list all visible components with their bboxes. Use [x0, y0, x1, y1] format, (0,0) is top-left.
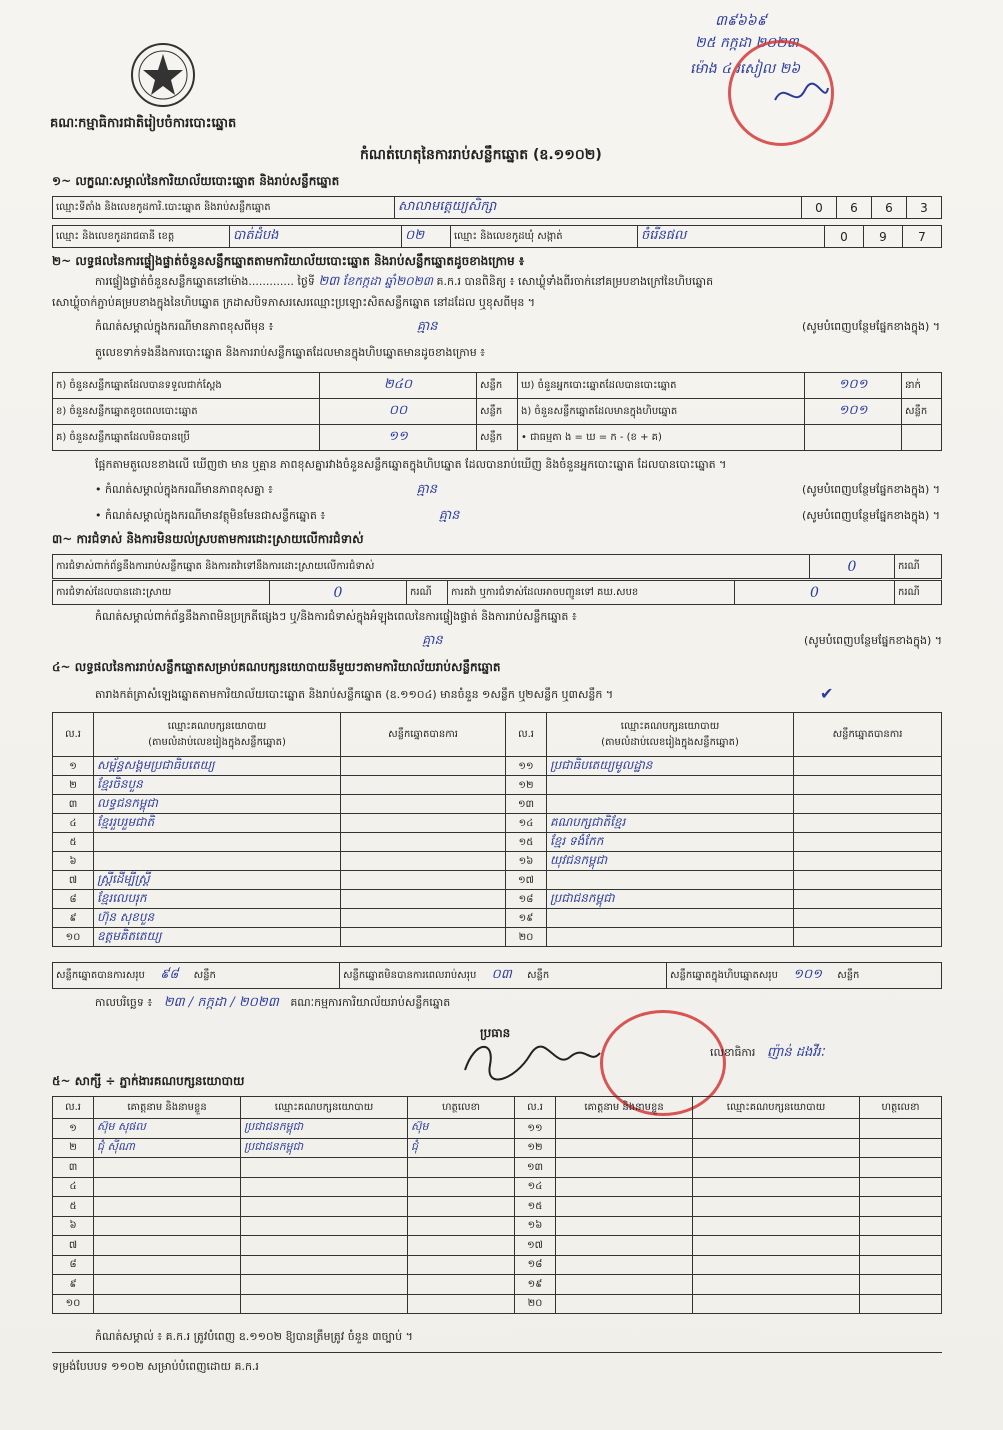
row1-code-2: 6	[872, 197, 907, 219]
witness-name-left	[94, 1197, 241, 1217]
party-votes-right	[794, 871, 942, 890]
table-row	[53, 1119, 942, 1139]
party-votes-right	[794, 795, 942, 814]
witness-party-right	[693, 1255, 860, 1275]
para1-day: ២៣	[318, 274, 340, 289]
stat-left-value: ២៤០	[320, 373, 477, 399]
table-row	[53, 833, 942, 852]
witness-no-left: ៥	[53, 1197, 94, 1217]
party-votes-left	[341, 814, 506, 833]
bullet1-suffix: (សូមបំពេញបន្ថែមផ្នែកខាងក្នុង) ។	[801, 483, 940, 496]
party-name-left: ឧត្តមគិតតេយ្យ	[94, 928, 341, 947]
witness-party-left	[241, 1216, 408, 1236]
section3-note: កំណត់សម្គាល់ពាក់ព័ន្ធនឹងភាពមិនប្រក្រតីផ្សេងៗ ឬ/និងការជំទាស់ក្នុងអំឡុងពេលនៃការផ្ទៀងផ្ទាត់ និងការរាប់សន្លឹកឆ្នោត ៖	[95, 610, 577, 623]
party-votes-right	[794, 928, 942, 947]
party-no-right: ១៦	[506, 852, 547, 871]
witness-party-left	[241, 1294, 408, 1314]
para2-text: សោឃ្លុំចាក់ភ្ជាប់គម្របខាងក្នុងនៃហិបឆ្នោត ក្រដាសបិទភាសរសេរឈ្មោះប្រឡោះសិតសន្លឹកឆ្នោត នៅដដែល ឬខុសពីមុន ។	[52, 296, 536, 309]
col-party-right	[547, 713, 794, 757]
note-value: គ្មាន	[416, 319, 438, 334]
footer-text: ទម្រង់បែបបទ ១១០២ សម្រាប់បំពេញដោយ គ.ក.រ	[52, 1360, 259, 1373]
witness-sign-left	[408, 1197, 515, 1217]
chair-label: ប្រធាន	[480, 1026, 511, 1040]
witness-party-left	[241, 1177, 408, 1197]
w-col-sign-left: ហត្ថលេខា	[408, 1097, 515, 1119]
row1-code-0: 0	[802, 197, 837, 219]
table-row	[53, 928, 942, 947]
witness-no-right: ១៦	[515, 1216, 556, 1236]
party-no-right: ១៣	[506, 795, 547, 814]
stats-row	[53, 373, 942, 399]
row2-province-code: ០២	[402, 226, 451, 248]
stat-left-unit: សន្លឹក	[477, 373, 518, 399]
party-no-left: ៧	[53, 871, 94, 890]
party-no-right: ១១	[506, 757, 547, 776]
stat-left-label: គ) ចំនួនសន្លឹកឆ្នោតដែលមិនបានប្រើ	[53, 425, 320, 451]
row1-code-3: 3	[907, 197, 942, 219]
section2-heading: ២~ លទ្ធផលនៃការផ្ទៀងផ្ទាត់ចំនួនសន្លឹកឆ្នោតតាមការិយាល័យបោះឆ្នោត និងរាប់សន្លឹកឆ្នោតដូចខាងក្រោម ៖	[52, 254, 525, 268]
witness-no-right: ១៩	[515, 1275, 556, 1295]
para1-prefix: ការផ្ទៀងផ្ទាត់ចំនួនសន្លឹកឆ្នោតនៅម៉ោង............. ថ្ងៃទី	[95, 275, 315, 288]
witness-name-left	[94, 1158, 241, 1178]
witness-sign-right	[860, 1158, 942, 1178]
section4-intro: តារាងកត់ត្រាសំឡេងឆ្នោតតាមការិយាល័យបោះឆ្នោត និងរាប់សន្លឹកឆ្នោត (ឧ.១១០៤) មានចំនួន ១សន្លឹក ឬ២សន្លឹក ឬ៣សន្លឹក ។	[95, 688, 614, 701]
party-name-right	[547, 871, 794, 890]
witness-party-right	[693, 1275, 860, 1295]
witness-name-left	[94, 1294, 241, 1314]
party-votes-left	[341, 871, 506, 890]
signature-icon	[770, 80, 830, 110]
witness-name-left	[94, 1177, 241, 1197]
witness-no-right: ២០	[515, 1294, 556, 1314]
chair-signature-icon	[455, 1035, 605, 1085]
witness-no-left: ៨	[53, 1255, 94, 1275]
w-col-sign-right: ហត្ថលេខា	[860, 1097, 942, 1119]
total-invalid-value: ០៣	[491, 967, 512, 982]
col-party-left	[94, 713, 341, 757]
stat-right-label: ឃ) ចំនួនអ្នកបោះឆ្នោតដែលបានបោះឆ្នោត	[518, 373, 805, 399]
row2-commune-code-0: 0	[825, 226, 864, 248]
party-name-left	[94, 852, 341, 871]
w-col-no-right: ល.រ	[515, 1097, 556, 1119]
witness-no-left: ៤	[53, 1177, 94, 1197]
witness-sign-right	[860, 1197, 942, 1217]
witness-sign-right	[860, 1177, 942, 1197]
table-row	[53, 1216, 942, 1236]
table-row	[53, 757, 942, 776]
section2-para2	[52, 296, 535, 310]
results-table	[52, 712, 942, 947]
witness-sign-left	[408, 1275, 515, 1295]
stats-table	[52, 372, 942, 451]
witness-sign-left	[408, 1236, 515, 1256]
stat-left-value: ០០	[320, 399, 477, 425]
witness-no-right: ១១	[515, 1119, 556, 1139]
witness-no-left: ១០	[53, 1294, 94, 1314]
party-no-left: ៦	[53, 852, 94, 871]
party-votes-left	[341, 909, 506, 928]
col-votes-left: សន្លឹកឆ្នោតបានការ	[341, 713, 506, 757]
witness-sign-right	[860, 1236, 942, 1256]
party-name-right: ប្រជាធិបតេយ្យមូលដ្ឋាន	[547, 757, 794, 776]
party-name-left	[94, 833, 341, 852]
row2-commune: ចំរើនផល	[638, 226, 825, 248]
check-text	[95, 458, 726, 472]
stat-right-label: ង) ចំនួនសន្លឹកឆ្នោតដែលមានក្នុងហិបឆ្នោត	[518, 399, 805, 425]
col-party-right-sub: (តាមលំដាប់លេខរៀងក្នុងសន្លឹកឆ្នោត)	[601, 736, 739, 748]
party-name-right: ខ្មែរ ទងំកែក	[547, 833, 794, 852]
party-name-right	[547, 795, 794, 814]
date-label: កាលបរិច្ឆេទ ៖	[95, 996, 153, 1009]
witness-party-right	[693, 1294, 860, 1314]
sheet-count-check-icon: ✔	[820, 684, 834, 703]
party-name-right	[547, 909, 794, 928]
stat-right-unit: សន្លឹក	[902, 399, 942, 425]
document-title: កំណត់ហេតុនៃការរាប់សន្លឹកឆ្នោត (ឧ.១១០២)	[360, 147, 602, 163]
objection-row1-unit: ករណី	[895, 555, 942, 579]
table-row	[53, 871, 942, 890]
witness-name-right	[556, 1216, 693, 1236]
row2-commune-label: ឈ្មោះ និងលេខកូដឃុំ សង្កាត់	[451, 226, 638, 248]
row1-code-1: 6	[837, 197, 872, 219]
total-box-value: ១០១	[793, 967, 822, 982]
party-name-left: ស្ត្រីដើម្បីស្ត្រី	[94, 871, 341, 890]
col-party-left-title: ឈ្មោះគណបក្សនយោបាយ	[167, 720, 267, 732]
bullet2-label: • កំណត់សម្គាល់ក្នុងករណីមានវត្ថុមិនមែនជាសន្លឹកឆ្នោត ៖	[95, 509, 326, 522]
witness-name-right	[556, 1119, 693, 1139]
witness-party-left	[241, 1236, 408, 1256]
party-name-left: ខ្មែររួបរួមជាតិ	[94, 814, 341, 833]
party-no-left: ៤	[53, 814, 94, 833]
bullet2-suffix: (សូមបំពេញបន្ថែមផ្នែកខាងក្នុង) ។	[801, 509, 940, 522]
stat-right-value	[805, 425, 902, 451]
witness-sign-right	[860, 1138, 942, 1158]
para1-suffix: គ.ក.រ បានពិនិត្យ ៖ សោឃ្លុំទាំងពីរចាក់នៅគម្របខាងក្រៅនៃហិបឆ្នោត	[436, 275, 714, 288]
objection-row2a-value: 0	[270, 581, 407, 605]
party-votes-right	[794, 757, 942, 776]
section5-heading: ៥~ សាក្សី ÷ ភ្នាក់ងារគណបក្សនយោបាយ	[52, 1074, 245, 1088]
date-value: ២៣ / កក្កដា / ២០២៣	[163, 995, 279, 1010]
total-box-label: សន្លឹកឆ្នោតក្នុងហិបឆ្នោតសរុប	[670, 970, 778, 981]
table-row	[53, 1138, 942, 1158]
table-row	[53, 1236, 942, 1256]
stat-right-value: ១០១	[805, 399, 902, 425]
witness-sign-right	[860, 1255, 942, 1275]
table-row	[53, 852, 942, 871]
bullet1	[95, 483, 940, 497]
witness-party-left	[241, 1255, 408, 1275]
col-no-right: ល.រ	[506, 713, 547, 757]
corner-note-line3: ម៉ោង ៤ រសៀល ២៦	[690, 61, 801, 77]
party-votes-left	[341, 776, 506, 795]
witness-sign-left	[408, 1294, 515, 1314]
col-votes-right: សន្លឹកឆ្នោតបានការ	[794, 713, 942, 757]
witness-party-left	[241, 1275, 408, 1295]
party-name-right	[547, 928, 794, 947]
party-no-left: ៣	[53, 795, 94, 814]
party-votes-right	[794, 909, 942, 928]
table-row	[53, 1294, 942, 1314]
col-no-left: ល.រ	[53, 713, 94, 757]
objection-row2b-label: ការតវ៉ា ឬការជំទាស់ដែលអាចបញ្ជូនទៅ គឃ.សបខ	[448, 581, 735, 605]
stat-right-unit: នាក់	[902, 373, 942, 399]
stat-right-unit	[902, 425, 942, 451]
section3-table-row2	[52, 580, 942, 605]
party-name-left: សម្ព័ន្ធសង្គមប្រជាធិបតេយ្យ	[94, 757, 341, 776]
witness-party-right	[693, 1197, 860, 1217]
party-no-left: ៥	[53, 833, 94, 852]
witness-no-left: ៧	[53, 1236, 94, 1256]
bullet1-value: គ្មាន	[416, 482, 437, 497]
party-no-right: ១៨	[506, 890, 547, 909]
secretary-line	[710, 1046, 825, 1060]
witness-no-left: ៣	[53, 1158, 94, 1178]
col-party-left-sub: (តាមលំដាប់លេខរៀងក្នុងសន្លឹកឆ្នោត)	[148, 736, 286, 748]
witness-party-left: ប្រជាជនកម្ពុជា	[241, 1119, 408, 1139]
witness-no-right: ១៣	[515, 1158, 556, 1178]
bullet2-value: គ្មាន	[438, 508, 460, 523]
total-valid-unit: សន្លឹក	[193, 970, 216, 981]
table-row	[53, 1197, 942, 1217]
witness-party-left: ប្រជាជនកម្ពុជា	[241, 1138, 408, 1158]
corner-note-line1: ៣៩៦៦៩	[715, 13, 767, 29]
witness-name-left	[94, 1236, 241, 1256]
section3-note-line	[52, 634, 942, 648]
total-invalid-unit: សន្លឹក	[527, 970, 550, 981]
witness-name-right	[556, 1294, 693, 1314]
section2-intro: តួលេខទាក់ទងនឹងការបោះឆ្នោត និងការរាប់សន្លឹកឆ្នោតដែលមានក្នុងហិបឆ្នោតមានដូចខាងក្រោម ៖	[95, 346, 486, 359]
objection-row2b-value: 0	[735, 581, 895, 605]
witness-no-right: ១៥	[515, 1197, 556, 1217]
note-label: កំណត់សម្គាល់ក្នុងករណីមានភាពខុសពីមុន ៖	[95, 320, 274, 333]
stat-left-label: ខ) ចំនួនសន្លឹកឆ្នោតខូចពេលបោះឆ្នោត	[53, 399, 320, 425]
witness-name-left: ជុំ ស៊ីណា	[94, 1138, 241, 1158]
party-no-left: ១	[53, 757, 94, 776]
witness-name-right	[556, 1275, 693, 1295]
section3-note-value: គ្មាន	[422, 633, 443, 648]
witness-party-left	[241, 1158, 408, 1178]
table-row	[53, 776, 942, 795]
witness-name-left	[94, 1255, 241, 1275]
party-votes-right	[794, 890, 942, 909]
w-col-name-left: គោត្តនាម និងនាមខ្លួន	[94, 1097, 241, 1119]
party-name-left: ខ្មែរចិនបួន	[94, 776, 341, 795]
party-name-left: ខ្មែរលេបរុក	[94, 890, 341, 909]
totals-table	[52, 962, 942, 989]
witness-name-right	[556, 1138, 693, 1158]
party-no-right: ១៧	[506, 871, 547, 890]
stat-left-label: ក) ចំនួនសន្លឹកឆ្នោតដែលបានទទួលជាក់ស្តែង	[53, 373, 320, 399]
witness-no-left: ២	[53, 1138, 94, 1158]
date-line	[95, 996, 450, 1010]
section3-note-suffix: (សូមបំពេញបន្ថែមផ្នែកខាងក្នុង) ។	[803, 634, 942, 647]
witness-name-right	[556, 1236, 693, 1256]
party-votes-right	[794, 776, 942, 795]
witness-no-right: ១៨	[515, 1255, 556, 1275]
row2-province: បាត់ដំបង	[230, 226, 402, 248]
witness-sign-left: ជុំ	[408, 1138, 515, 1158]
party-votes-right	[794, 833, 942, 852]
party-no-left: ៩	[53, 909, 94, 928]
row2-label: ឈ្មោះ និងលេខកូដរាជធានី ខេត្ត	[53, 226, 230, 248]
witness-name-right	[556, 1255, 693, 1275]
party-name-right: យុវជនកម្ពុជា	[547, 852, 794, 871]
stats-row	[53, 399, 942, 425]
section3-table	[52, 554, 942, 579]
corner-note-line2: ២៥ កក្កដា ២០២៣	[695, 35, 799, 51]
witness-sign-left	[408, 1216, 515, 1236]
witness-party-right	[693, 1216, 860, 1236]
party-no-right: ២០	[506, 928, 547, 947]
total-invalid-label: សន្លឹកឆ្នោតមិនបានការពេលរាប់សរុប	[343, 970, 477, 981]
footer-divider	[52, 1352, 942, 1353]
total-valid-label: សន្លឹកឆ្នោតបានការសរុប	[56, 970, 145, 981]
party-no-left: ១០	[53, 928, 94, 947]
stats-row	[53, 425, 942, 451]
table-row	[53, 1275, 942, 1295]
witness-party-right	[693, 1236, 860, 1256]
section3-heading: ៣~ ការជំទាស់ និងការមិនយល់ស្របតាមការដោះស្រាយលើការជំទាស់	[52, 532, 364, 546]
objection-row2a-label: ការជំទាស់ដែលបានដោះស្រាយ	[53, 581, 270, 605]
witness-party-right	[693, 1119, 860, 1139]
note-suffix: (សូមបំពេញបន្ថែមផ្នែកខាងក្នុង) ។	[801, 320, 940, 333]
witness-name-left	[94, 1275, 241, 1295]
row1-value: សាលាមត្តេយ្យសិក្សា	[395, 197, 802, 219]
stat-right-value: ១០១	[805, 373, 902, 399]
secretary-label: លេខាធិការ	[710, 1046, 756, 1059]
party-name-right: ប្រជាជនកម្ពុជា	[547, 890, 794, 909]
org-name: គណៈកម្មាធិការជាតិរៀបចំការបោះឆ្នោត	[50, 116, 237, 131]
party-name-left: លទ្ធជនកម្ពុជា	[94, 795, 341, 814]
total-box	[667, 963, 942, 989]
secretary-name: ញ៉ាន់ ដងវីរៈ	[766, 1045, 825, 1060]
witness-sign-left	[408, 1255, 515, 1275]
table-row	[53, 1255, 942, 1275]
table-row	[53, 814, 942, 833]
w-col-party-right: ឈ្មោះគណបក្សនយោបាយ	[693, 1097, 860, 1119]
party-no-right: ១៩	[506, 909, 547, 928]
witness-name-right	[556, 1177, 693, 1197]
total-box-unit: សន្លឹក	[837, 970, 860, 981]
section1-table-row2	[52, 225, 942, 248]
witness-name-left	[94, 1216, 241, 1236]
witness-table	[52, 1096, 942, 1314]
witness-sign-left	[408, 1177, 515, 1197]
table-row	[53, 890, 942, 909]
witness-sign-right	[860, 1216, 942, 1236]
date-suffix: គណៈកម្មការការិយាល័យរាប់សន្លឹកឆ្នោត	[290, 996, 451, 1009]
total-valid-value: ៩៨	[160, 967, 179, 982]
objection-row1-value: 0	[810, 555, 895, 579]
witness-party-right	[693, 1158, 860, 1178]
party-name-right: គណបក្សជាតិខ្មែរ	[547, 814, 794, 833]
w-col-name-right: គោត្តនាម និងនាមខ្លួន	[556, 1097, 693, 1119]
party-votes-left	[341, 795, 506, 814]
party-votes-right	[794, 852, 942, 871]
stat-left-value: ១១	[320, 425, 477, 451]
witness-party-right	[693, 1177, 860, 1197]
witness-party-right	[693, 1138, 860, 1158]
witness-sign-right	[860, 1294, 942, 1314]
row2-commune-code-1: 9	[864, 226, 903, 248]
table-row	[53, 1177, 942, 1197]
section2-para1	[95, 274, 713, 289]
stat-left-unit: សន្លឹក	[477, 425, 518, 451]
witness-party-left	[241, 1197, 408, 1217]
witness-sign-right	[860, 1275, 942, 1295]
col-party-right-title: ឈ្មោះគណបក្សនយោបាយ	[620, 720, 720, 732]
table-row	[53, 795, 942, 814]
w-col-no-left: ល.រ	[53, 1097, 94, 1119]
witness-name-left: ស៊ុម សុផល	[94, 1119, 241, 1139]
table-row	[53, 1158, 942, 1178]
witness-no-right: ១៧	[515, 1236, 556, 1256]
party-no-left: ៨	[53, 890, 94, 909]
row2-commune-code-2: 7	[903, 226, 942, 248]
party-votes-left	[341, 852, 506, 871]
objection-row1-label: ការជំទាស់ពាក់ព័ន្ធនឹងការរាប់សន្លឹកឆ្នោត និងការតវ៉ាទៅនឹងការដោះស្រាយលើការជំទាស់	[53, 555, 810, 579]
stat-left-unit: សន្លឹក	[477, 399, 518, 425]
section5-footnote: កំណត់សម្គាល់ ៖ គ.ក.រ ត្រូវបំពេញ ឧ.១១០២ ឱ្យបានត្រឹមត្រូវ ចំនួន ៣ច្បាប់ ។	[95, 1330, 413, 1343]
witness-no-left: ៦	[53, 1216, 94, 1236]
section4-heading: ៤~ លទ្ធផលនៃការរាប់សន្លឹកឆ្នោតសម្រាប់គណបក្សនយោបាយនីមួយៗតាមការិយាល័យរាប់សន្លឹកឆ្នោត	[52, 660, 501, 674]
witness-name-right	[556, 1197, 693, 1217]
witness-no-right: ១២	[515, 1138, 556, 1158]
check-text-line: ផ្អែកតាមតួលេខខាងលើ ឃើញថា មាន ឬគ្មាន ភាពខុសគ្នារវាងចំនួនសន្លឹកឆ្នោតក្នុងហិបឆ្នោត ដែលបានរាប់ឃើញ និងចំនួនអ្នកបោះឆ្នោត ដែលបានបោះឆ្នោត ។	[95, 458, 727, 471]
bullet2	[95, 509, 940, 523]
party-votes-left	[341, 833, 506, 852]
party-votes-right	[794, 814, 942, 833]
section1-table	[52, 196, 942, 219]
witness-no-right: ១៤	[515, 1177, 556, 1197]
row1-label: ឈ្មោះទីតាំង និងលេខកូដការិ.បោះឆ្នោត និងរាប់សន្លឹកឆ្នោត	[53, 197, 395, 219]
party-votes-left	[341, 928, 506, 947]
witness-name-right	[556, 1158, 693, 1178]
section1-heading: ១~ លក្ខណៈសម្គាល់នៃការិយាល័យបោះឆ្នោត និងរាប់សន្លឹកឆ្នោត	[52, 174, 340, 188]
total-valid	[53, 963, 340, 989]
witness-no-left: ១	[53, 1119, 94, 1139]
witness-sign-left: ស៊ុម	[408, 1119, 515, 1139]
objection-row2b-unit: ករណី	[895, 581, 942, 605]
w-col-party-left: ឈ្មោះគណបក្សនយោបាយ	[241, 1097, 408, 1119]
bullet1-label: • កំណត់សម្គាល់ក្នុងករណីមានភាពខុសគ្នា ៖	[95, 483, 273, 496]
party-no-left: ២	[53, 776, 94, 795]
total-invalid	[340, 963, 667, 989]
party-no-right: ១២	[506, 776, 547, 795]
table-row	[53, 909, 942, 928]
party-votes-left	[341, 890, 506, 909]
nec-emblem-icon	[128, 40, 198, 110]
party-name-left: ហ៊ុន សុខបួន	[94, 909, 341, 928]
party-no-right: ១៤	[506, 814, 547, 833]
party-name-right	[547, 776, 794, 795]
witness-sign-right	[860, 1119, 942, 1139]
section2-note	[95, 320, 940, 334]
witness-sign-left	[408, 1158, 515, 1178]
stat-right-label: • ជាធម្មតា ង = ឃ = ក - (ខ + គ)	[518, 425, 805, 451]
para1-month: ខែកក្កដា ឆ្នាំ២០២៣	[342, 274, 434, 288]
party-votes-left	[341, 757, 506, 776]
objection-row2a-unit: ករណី	[407, 581, 448, 605]
party-no-right: ១៥	[506, 833, 547, 852]
witness-no-left: ៩	[53, 1275, 94, 1295]
